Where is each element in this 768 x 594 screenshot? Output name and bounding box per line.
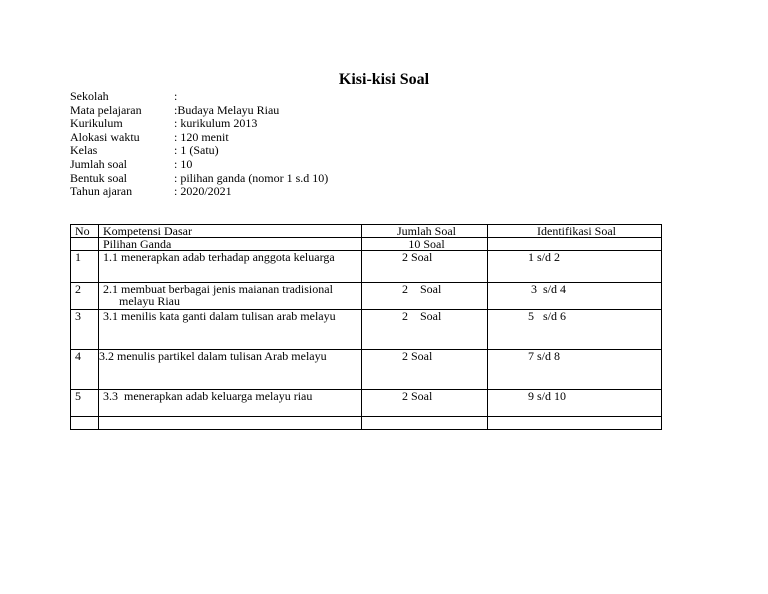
row-no: 2 bbox=[71, 283, 99, 310]
row-no: 3 bbox=[71, 310, 99, 350]
table-row bbox=[71, 390, 662, 417]
table-row bbox=[71, 310, 662, 350]
info-value: : 2020/2021 bbox=[174, 184, 232, 199]
row-kompetensi: 3.3 menerapkan adab keluarga melayu riau bbox=[99, 390, 362, 417]
row-no: 4 bbox=[71, 350, 99, 390]
row-no: 5 bbox=[71, 390, 99, 417]
table-row bbox=[71, 251, 662, 283]
info-value: : 120 menit bbox=[174, 129, 229, 144]
table-row bbox=[71, 283, 662, 310]
info-row-mata-pelajaran bbox=[70, 104, 328, 118]
row-kompetensi bbox=[99, 283, 362, 310]
info-value: : bbox=[174, 89, 178, 103]
info-label: Jumlah soal bbox=[70, 156, 127, 171]
info-row-bentuk-soal bbox=[70, 172, 328, 186]
row-kompetensi: 1.1 menerapkan adab terhadap anggota keluarga bbox=[99, 251, 362, 283]
info-value: : pilihan ganda (nomor 1 s.d 10) bbox=[174, 170, 329, 185]
info-block bbox=[70, 90, 328, 199]
table-header-row bbox=[71, 225, 662, 238]
info-label: Kurikulum bbox=[70, 116, 123, 131]
row-identifikasi: 3 s/d 4 bbox=[488, 283, 662, 310]
info-value: : 10 bbox=[174, 156, 193, 171]
row-identifikasi: 9 s/d 10 bbox=[488, 390, 662, 417]
kisi-table bbox=[70, 224, 662, 430]
info-label: Tahun ajaran bbox=[70, 184, 133, 199]
info-row-kurikulum bbox=[70, 117, 328, 131]
info-value: :Budaya Melayu Riau bbox=[174, 102, 280, 117]
info-row-sekolah bbox=[70, 90, 328, 104]
row-kompetensi-line1: 2.1 membuat berbagai jenis maianan tradisional bbox=[103, 282, 333, 296]
table-row bbox=[71, 350, 662, 390]
row-jumlah: 2 Soal bbox=[362, 390, 488, 417]
row-jumlah: 2 Soal bbox=[362, 310, 488, 350]
info-row-alokasi-waktu bbox=[70, 131, 328, 145]
info-label: Alokasi waktu bbox=[70, 129, 140, 144]
document-title: Kisi-kisi Soal bbox=[338, 71, 430, 88]
info-row-kelas bbox=[70, 144, 328, 158]
header-no: No bbox=[71, 225, 99, 238]
subheader-kompetensi: Pilihan Ganda bbox=[99, 238, 362, 251]
row-jumlah: 2 Soal bbox=[362, 251, 488, 283]
info-row-tahun-ajaran bbox=[70, 185, 328, 199]
info-label: Mata pelajaran bbox=[70, 102, 142, 117]
row-identifikasi: 1 s/d 2 bbox=[488, 251, 662, 283]
row-kompetensi-line2: melayu Riau bbox=[119, 294, 180, 308]
info-label: Kelas bbox=[70, 143, 98, 158]
row-no: 1 bbox=[71, 251, 99, 283]
row-identifikasi: 5 s/d 6 bbox=[488, 310, 662, 350]
empty-cell bbox=[99, 417, 362, 430]
info-row-jumlah-soal bbox=[70, 158, 328, 172]
table-row-empty bbox=[71, 417, 662, 430]
empty-cell bbox=[362, 417, 488, 430]
info-label: Bentuk soal bbox=[70, 170, 127, 185]
subheader-jumlah: 10 Soal bbox=[362, 238, 488, 251]
info-value: : 1 (Satu) bbox=[174, 143, 219, 158]
info-value: : kurikulum 2013 bbox=[174, 116, 258, 131]
empty-cell bbox=[71, 417, 99, 430]
row-kompetensi: 3.1 menilis kata ganti dalam tulisan arab melayu bbox=[99, 310, 362, 350]
row-identifikasi: 7 s/d 8 bbox=[488, 350, 662, 390]
header-kompetensi: Kompetensi Dasar bbox=[99, 225, 362, 238]
info-label: Sekolah bbox=[70, 89, 109, 103]
row-kompetensi: 3.2 menulis partikel dalam tulisan Arab melayu bbox=[99, 350, 362, 390]
table-subheader-row bbox=[71, 238, 662, 251]
subheader-identifikasi bbox=[488, 238, 662, 251]
row-jumlah: 2 Soal bbox=[362, 283, 488, 310]
subheader-no bbox=[71, 238, 99, 251]
empty-cell bbox=[488, 417, 662, 430]
row-jumlah: 2 Soal bbox=[362, 350, 488, 390]
header-jumlah: Jumlah Soal bbox=[362, 225, 488, 238]
header-identifikasi: Identifikasi Soal bbox=[488, 225, 662, 238]
